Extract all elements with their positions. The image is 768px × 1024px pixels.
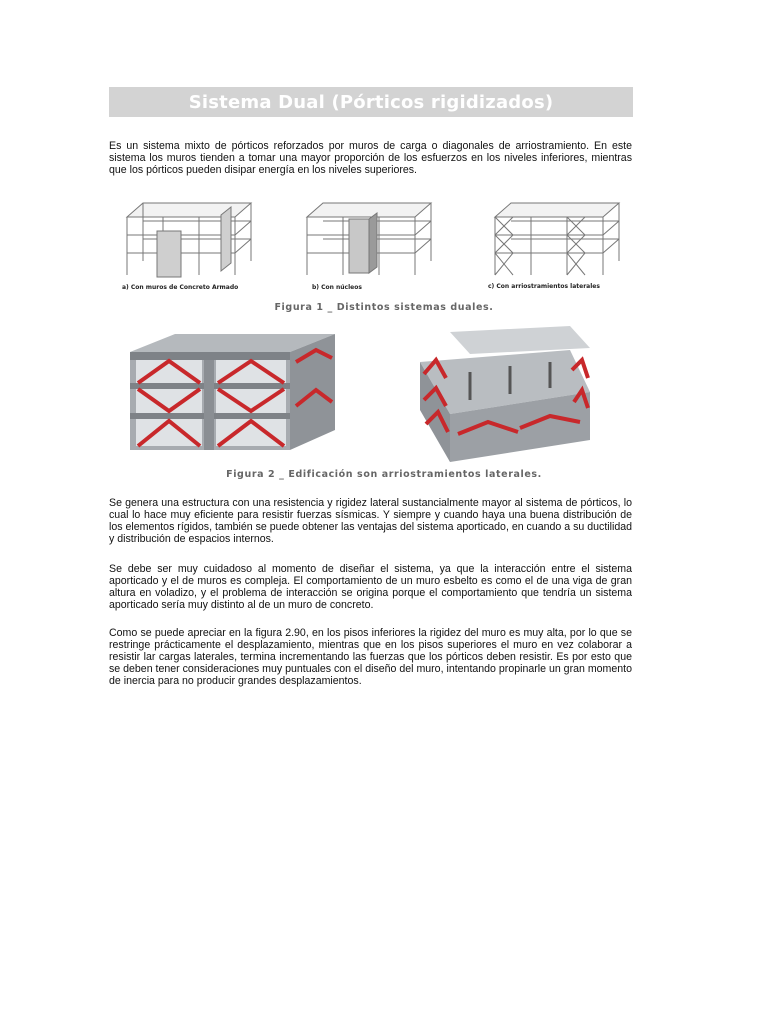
paragraph-intro: Es un sistema mixto de pórticos reforzados por muros de carga o diagonales de arriostramiento. En este sistema los muros tienden a tomar una mayor proporción de los esfuerzos en los niveles inferiores, mientras que los pórticos pueden disipar energía en los niveles superiores. [109, 140, 632, 176]
figure-1-label-a: a) Con muros de Concreto Armado [122, 284, 239, 291]
figure-2-buildings [120, 322, 600, 467]
title-bar [109, 87, 633, 117]
paragraph-interaction: Se debe ser muy cuidadoso al momento de diseñar el sistema, ya que la interacción entre el sistema aporticado y el de muros es compleja. El comportamiento de un muro esbelto es como el de una viga de gran altura en voladizo, y el problema de interacción se origina porque el comportamiento que tendría un sistema aporticado sería muy distinto al de un muro de concreto. [109, 563, 632, 611]
paragraph-figure-ref: Como se puede apreciar en la figura 2.90, en los pisos inferiores la rigidez del muro es muy alta, por lo que se restringe prácticamente el desplazamiento, mientras que en los pisos superiores el muro en vez colaborar a resistir lar cargas laterales, termina incrementando las fuerzas que los pórticos deben resistir. Es por esto que se deben tener consideraciones muy puntuales con el diseño del muro, intentando propinarle un gran momento de inercia para no producir grandes desplazamientos. [109, 627, 632, 687]
building-right [420, 326, 590, 462]
figure-2-caption: Figura 2 _ Edificación son arriostramientos laterales. [226, 469, 542, 480]
figure-1-frames [115, 195, 635, 295]
frame-c-bracing [495, 203, 619, 275]
frame-b-core [307, 203, 431, 275]
building-left [130, 334, 335, 450]
figure-1-label-b: b) Con núcleos [312, 284, 362, 291]
figure-1-caption: Figura 1 _ Distintos sistemas duales. [274, 302, 494, 313]
paragraph-resistance: Se genera una estructura con una resistencia y rigidez lateral sustancialmente mayor al sistema de pórticos, lo cual lo hace muy eficiente para resistir fuerzas sísmicas. Y siempre y cuando haya una buena distribución de los elementos rígidos, también se puede obtener las ventajas del sistema aporticado, en cuando a su ductilidad y distribución de espacios internos. [109, 497, 632, 545]
figure-1-label-c: c) Con arriostramientos laterales [488, 283, 600, 290]
frame-a-walls [127, 203, 251, 277]
page-title: Sistema Dual (Pórticos rigidizados) [188, 91, 554, 113]
